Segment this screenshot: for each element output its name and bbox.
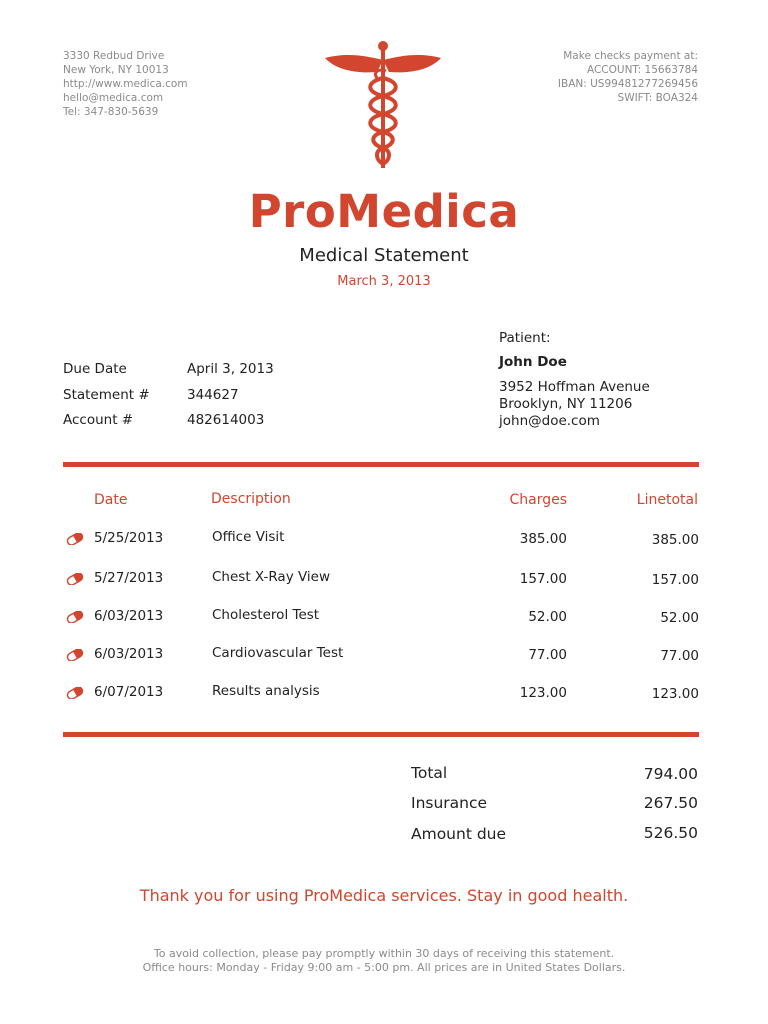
pill-icon — [65, 611, 85, 623]
row-date: 5/27/2013 — [94, 570, 164, 586]
pill-icon — [65, 573, 85, 585]
row-charges: 123.00 — [519, 685, 567, 701]
address-line: New York, NY 10013 — [63, 64, 169, 76]
account-number-label: Account # — [63, 412, 134, 428]
footer-line2: Office hours: Monday - Friday 9:00 am - 5:00 pm. All prices are in United States Dollars. — [142, 961, 626, 974]
website-link[interactable]: http://www.medica.com — [63, 78, 188, 90]
statement-number-label: Statement # — [63, 387, 150, 403]
row-charges: 157.00 — [519, 571, 567, 587]
column-header-date: Date — [94, 492, 128, 508]
row-linetotal: 52.00 — [660, 610, 699, 626]
row-linetotal: 385.00 — [651, 532, 699, 548]
row-description: Results analysis — [212, 683, 320, 699]
amount-due-value: 526.50 — [643, 824, 698, 842]
due-date-label: Due Date — [63, 361, 127, 377]
due-date-value: April 3, 2013 — [187, 361, 274, 377]
row-linetotal: 157.00 — [651, 572, 699, 588]
thank-you-message: Thank you for using ProMedica services. Stay in good health. — [139, 886, 629, 905]
row-linetotal: 123.00 — [651, 686, 699, 702]
column-header-linetotal: Linetotal — [636, 492, 698, 508]
pill-icon — [65, 649, 85, 661]
document-date: March 3, 2013 — [337, 274, 431, 289]
divider-bottom — [63, 732, 699, 737]
patient-address-line1: 3952 Hoffman Avenue — [499, 379, 650, 395]
patient-name: John Doe — [499, 354, 567, 370]
address-line: 3330 Redbud Drive — [63, 50, 165, 62]
caduceus-icon — [322, 38, 444, 172]
row-linetotal: 77.00 — [660, 648, 699, 664]
row-charges: 77.00 — [528, 647, 567, 663]
row-description: Cardiovascular Test — [212, 645, 344, 661]
pill-icon — [65, 533, 85, 545]
phone-line: Tel: 347-830-5639 — [63, 106, 159, 118]
insurance-label: Insurance — [411, 794, 488, 812]
row-description: Cholesterol Test — [212, 607, 320, 623]
patient-heading: Patient: — [499, 330, 551, 346]
row-charges: 385.00 — [519, 531, 567, 547]
patient-email[interactable]: john@doe.com — [499, 413, 600, 429]
column-header-description: Description — [211, 491, 291, 507]
patient-address-line2: Brooklyn, NY 11206 — [499, 396, 633, 412]
payment-heading: Make checks payment at: — [563, 50, 698, 62]
column-header-charges: Charges — [509, 492, 567, 508]
total-value: 794.00 — [643, 765, 698, 783]
payment-swift: SWIFT: BOA324 — [617, 92, 698, 104]
row-date: 5/25/2013 — [94, 530, 164, 546]
footer-note — [0, 947, 768, 975]
payment-info — [558, 49, 698, 105]
email-link[interactable]: hello@medica.com — [63, 92, 164, 104]
row-date: 6/07/2013 — [94, 684, 164, 700]
row-description: Chest X-Ray View — [212, 569, 331, 585]
total-label: Total — [411, 764, 448, 782]
amount-due-label: Amount due — [411, 825, 507, 843]
document-title: Medical Statement — [299, 245, 469, 266]
account-number-value: 482614003 — [187, 412, 265, 428]
row-description: Office Visit — [212, 529, 285, 545]
row-date: 6/03/2013 — [94, 608, 164, 624]
brand-name: ProMedica — [248, 185, 520, 238]
divider-top — [63, 462, 699, 467]
footer-line1: To avoid collection, please pay promptly within 30 days of receiving this statement. — [153, 947, 615, 960]
row-date: 6/03/2013 — [94, 646, 164, 662]
payment-account: ACCOUNT: 15663784 — [586, 64, 698, 76]
statement-number-value: 344627 — [187, 387, 239, 403]
insurance-value: 267.50 — [643, 794, 698, 812]
company-address — [63, 49, 188, 119]
pill-icon — [65, 687, 85, 699]
row-charges: 52.00 — [528, 609, 567, 625]
payment-iban: IBAN: US99481277269456 — [557, 78, 698, 90]
